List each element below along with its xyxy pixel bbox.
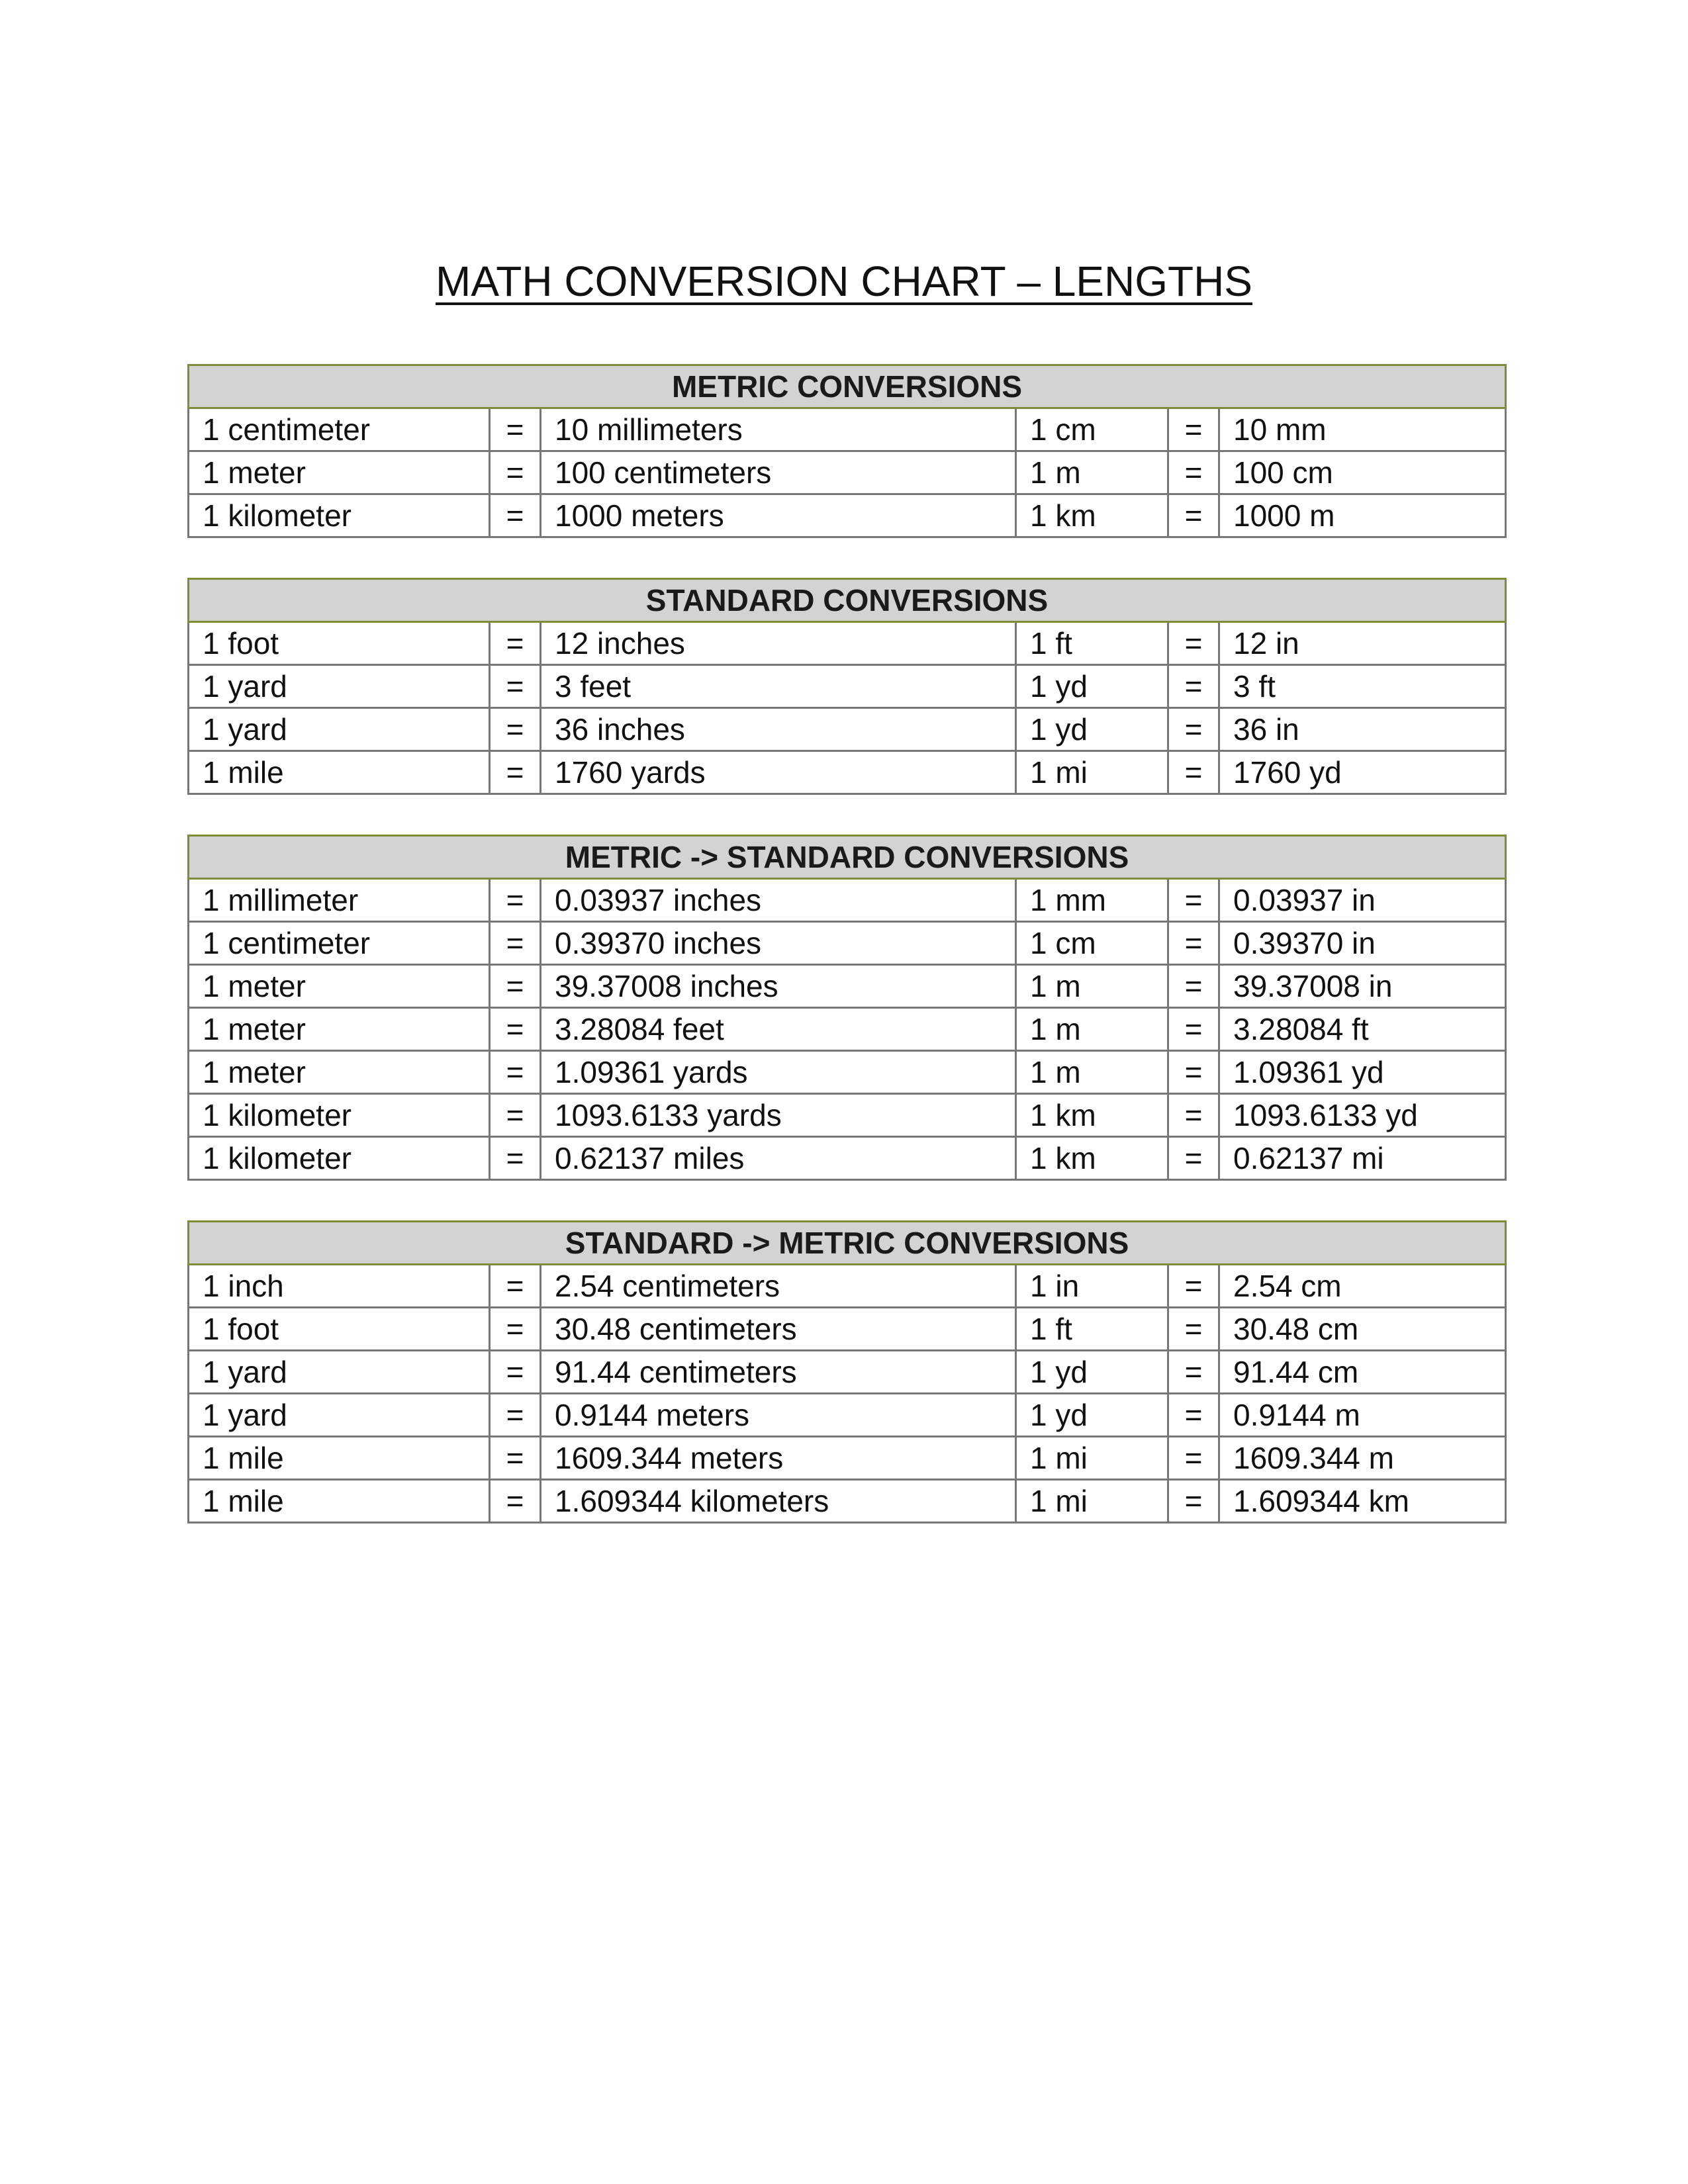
abbreviation-value-cell: 1609.344 m xyxy=(1219,1437,1506,1480)
equals-sign: = xyxy=(1168,1480,1219,1523)
unit-cell: 1 mile xyxy=(189,1437,490,1480)
unit-cell: 1 mile xyxy=(189,751,490,794)
abbreviation-value-cell: 1760 yd xyxy=(1219,751,1506,794)
abbreviation-cell: 1 km xyxy=(1016,1094,1168,1137)
unit-cell: 1 meter xyxy=(189,1051,490,1094)
value-cell: 36 inches xyxy=(541,708,1016,751)
table-heading: METRIC -> STANDARD CONVERSIONS xyxy=(189,836,1506,879)
value-cell: 39.37008 inches xyxy=(541,965,1016,1008)
abbreviation-cell: 1 yd xyxy=(1016,708,1168,751)
equals-sign: = xyxy=(1168,1008,1219,1051)
conversion-table-metric xyxy=(187,364,1507,538)
equals-sign: = xyxy=(1168,451,1219,494)
unit-cell: 1 yard xyxy=(189,665,490,708)
unit-cell: 1 meter xyxy=(189,451,490,494)
abbreviation-cell: 1 km xyxy=(1016,1137,1168,1180)
table-row xyxy=(189,1437,1506,1480)
unit-cell: 1 millimeter xyxy=(189,879,490,922)
value-cell: 1760 yards xyxy=(541,751,1016,794)
equals-sign: = xyxy=(1168,1051,1219,1094)
abbreviation-value-cell: 36 in xyxy=(1219,708,1506,751)
unit-cell: 1 kilometer xyxy=(189,1094,490,1137)
table-row xyxy=(189,1051,1506,1094)
equals-sign: = xyxy=(490,1437,541,1480)
equals-sign: = xyxy=(1168,708,1219,751)
value-cell: 1609.344 meters xyxy=(541,1437,1016,1480)
equals-sign: = xyxy=(490,1137,541,1180)
unit-cell: 1 centimeter xyxy=(189,408,490,451)
abbreviation-value-cell: 0.62137 mi xyxy=(1219,1137,1506,1180)
equals-sign: = xyxy=(1168,622,1219,665)
equals-sign: = xyxy=(490,965,541,1008)
unit-cell: 1 kilometer xyxy=(189,1137,490,1180)
unit-cell: 1 mile xyxy=(189,1480,490,1523)
abbreviation-cell: 1 yd xyxy=(1016,1394,1168,1437)
abbreviation-cell: 1 mi xyxy=(1016,751,1168,794)
table-row xyxy=(189,751,1506,794)
value-cell: 1093.6133 yards xyxy=(541,1094,1016,1137)
value-cell: 0.62137 miles xyxy=(541,1137,1016,1180)
abbreviation-value-cell: 3.28084 ft xyxy=(1219,1008,1506,1051)
abbreviation-cell: 1 mi xyxy=(1016,1480,1168,1523)
conversion-table-standard xyxy=(187,578,1507,795)
abbreviation-value-cell: 0.39370 in xyxy=(1219,922,1506,965)
abbreviation-value-cell: 1.609344 km xyxy=(1219,1480,1506,1523)
table-row xyxy=(189,1094,1506,1137)
equals-sign: = xyxy=(490,1008,541,1051)
table-row xyxy=(189,451,1506,494)
unit-cell: 1 yard xyxy=(189,1351,490,1394)
page-title-text: MATH CONVERSION CHART – LENGTHS xyxy=(436,257,1252,305)
unit-cell: 1 meter xyxy=(189,1008,490,1051)
table-row xyxy=(189,494,1506,537)
table-row xyxy=(189,1137,1506,1180)
equals-sign: = xyxy=(490,751,541,794)
abbreviation-cell: 1 mm xyxy=(1016,879,1168,922)
equals-sign: = xyxy=(1168,494,1219,537)
value-cell: 2.54 centimeters xyxy=(541,1265,1016,1308)
abbreviation-cell: 1 m xyxy=(1016,1008,1168,1051)
equals-sign: = xyxy=(490,922,541,965)
table-row xyxy=(189,708,1506,751)
abbreviation-value-cell: 1.09361 yd xyxy=(1219,1051,1506,1094)
equals-sign: = xyxy=(1168,408,1219,451)
abbreviation-value-cell: 0.03937 in xyxy=(1219,879,1506,922)
equals-sign: = xyxy=(490,879,541,922)
equals-sign: = xyxy=(490,665,541,708)
unit-cell: 1 kilometer xyxy=(189,494,490,537)
value-cell: 100 centimeters xyxy=(541,451,1016,494)
table-row xyxy=(189,622,1506,665)
unit-cell: 1 yard xyxy=(189,1394,490,1437)
abbreviation-value-cell: 30.48 cm xyxy=(1219,1308,1506,1351)
table-row xyxy=(189,665,1506,708)
abbreviation-cell: 1 m xyxy=(1016,1051,1168,1094)
conversion-table-standard-to-metric xyxy=(187,1220,1507,1524)
abbreviation-value-cell: 91.44 cm xyxy=(1219,1351,1506,1394)
abbreviation-cell: 1 m xyxy=(1016,451,1168,494)
abbreviation-value-cell: 1000 m xyxy=(1219,494,1506,537)
table-row xyxy=(189,879,1506,922)
equals-sign: = xyxy=(1168,1308,1219,1351)
equals-sign: = xyxy=(490,1265,541,1308)
value-cell: 30.48 centimeters xyxy=(541,1308,1016,1351)
abbreviation-cell: 1 cm xyxy=(1016,408,1168,451)
value-cell: 3 feet xyxy=(541,665,1016,708)
equals-sign: = xyxy=(1168,1094,1219,1137)
equals-sign: = xyxy=(490,1094,541,1137)
equals-sign: = xyxy=(1168,879,1219,922)
table-row xyxy=(189,1351,1506,1394)
equals-sign: = xyxy=(1168,665,1219,708)
conversion-tables xyxy=(187,364,1505,1563)
equals-sign: = xyxy=(490,622,541,665)
unit-cell: 1 centimeter xyxy=(189,922,490,965)
value-cell: 1.09361 yards xyxy=(541,1051,1016,1094)
table-row xyxy=(189,1480,1506,1523)
equals-sign: = xyxy=(1168,1394,1219,1437)
unit-cell: 1 foot xyxy=(189,622,490,665)
equals-sign: = xyxy=(490,451,541,494)
abbreviation-cell: 1 ft xyxy=(1016,1308,1168,1351)
conversion-table-metric-to-standard xyxy=(187,835,1507,1181)
abbreviation-value-cell: 0.9144 m xyxy=(1219,1394,1506,1437)
table-row xyxy=(189,408,1506,451)
equals-sign: = xyxy=(1168,965,1219,1008)
table-heading: STANDARD -> METRIC CONVERSIONS xyxy=(189,1222,1506,1265)
equals-sign: = xyxy=(490,708,541,751)
value-cell: 1.609344 kilometers xyxy=(541,1480,1016,1523)
abbreviation-cell: 1 yd xyxy=(1016,1351,1168,1394)
value-cell: 0.9144 meters xyxy=(541,1394,1016,1437)
value-cell: 12 inches xyxy=(541,622,1016,665)
equals-sign: = xyxy=(490,1480,541,1523)
page-title xyxy=(0,251,1688,311)
value-cell: 91.44 centimeters xyxy=(541,1351,1016,1394)
equals-sign: = xyxy=(490,1351,541,1394)
abbreviation-cell: 1 km xyxy=(1016,494,1168,537)
table-row xyxy=(189,1265,1506,1308)
table-heading: STANDARD CONVERSIONS xyxy=(189,579,1506,622)
abbreviation-cell: 1 yd xyxy=(1016,665,1168,708)
abbreviation-cell: 1 ft xyxy=(1016,622,1168,665)
abbreviation-value-cell: 10 mm xyxy=(1219,408,1506,451)
table-row xyxy=(189,1308,1506,1351)
equals-sign: = xyxy=(1168,922,1219,965)
abbreviation-value-cell: 39.37008 in xyxy=(1219,965,1506,1008)
abbreviation-cell: 1 in xyxy=(1016,1265,1168,1308)
equals-sign: = xyxy=(1168,751,1219,794)
equals-sign: = xyxy=(490,1394,541,1437)
value-cell: 3.28084 feet xyxy=(541,1008,1016,1051)
abbreviation-cell: 1 cm xyxy=(1016,922,1168,965)
equals-sign: = xyxy=(1168,1137,1219,1180)
value-cell: 10 millimeters xyxy=(541,408,1016,451)
equals-sign: = xyxy=(490,1308,541,1351)
table-row xyxy=(189,1394,1506,1437)
equals-sign: = xyxy=(1168,1265,1219,1308)
abbreviation-value-cell: 12 in xyxy=(1219,622,1506,665)
abbreviation-cell: 1 m xyxy=(1016,965,1168,1008)
unit-cell: 1 foot xyxy=(189,1308,490,1351)
equals-sign: = xyxy=(490,494,541,537)
equals-sign: = xyxy=(1168,1351,1219,1394)
abbreviation-value-cell: 3 ft xyxy=(1219,665,1506,708)
abbreviation-cell: 1 mi xyxy=(1016,1437,1168,1480)
unit-cell: 1 inch xyxy=(189,1265,490,1308)
equals-sign: = xyxy=(1168,1437,1219,1480)
equals-sign: = xyxy=(490,1051,541,1094)
table-row xyxy=(189,922,1506,965)
abbreviation-value-cell: 100 cm xyxy=(1219,451,1506,494)
unit-cell: 1 meter xyxy=(189,965,490,1008)
table-row xyxy=(189,965,1506,1008)
abbreviation-value-cell: 1093.6133 yd xyxy=(1219,1094,1506,1137)
table-heading: METRIC CONVERSIONS xyxy=(189,365,1506,408)
abbreviation-value-cell: 2.54 cm xyxy=(1219,1265,1506,1308)
value-cell: 0.39370 inches xyxy=(541,922,1016,965)
unit-cell: 1 yard xyxy=(189,708,490,751)
value-cell: 1000 meters xyxy=(541,494,1016,537)
table-row xyxy=(189,1008,1506,1051)
equals-sign: = xyxy=(490,408,541,451)
value-cell: 0.03937 inches xyxy=(541,879,1016,922)
